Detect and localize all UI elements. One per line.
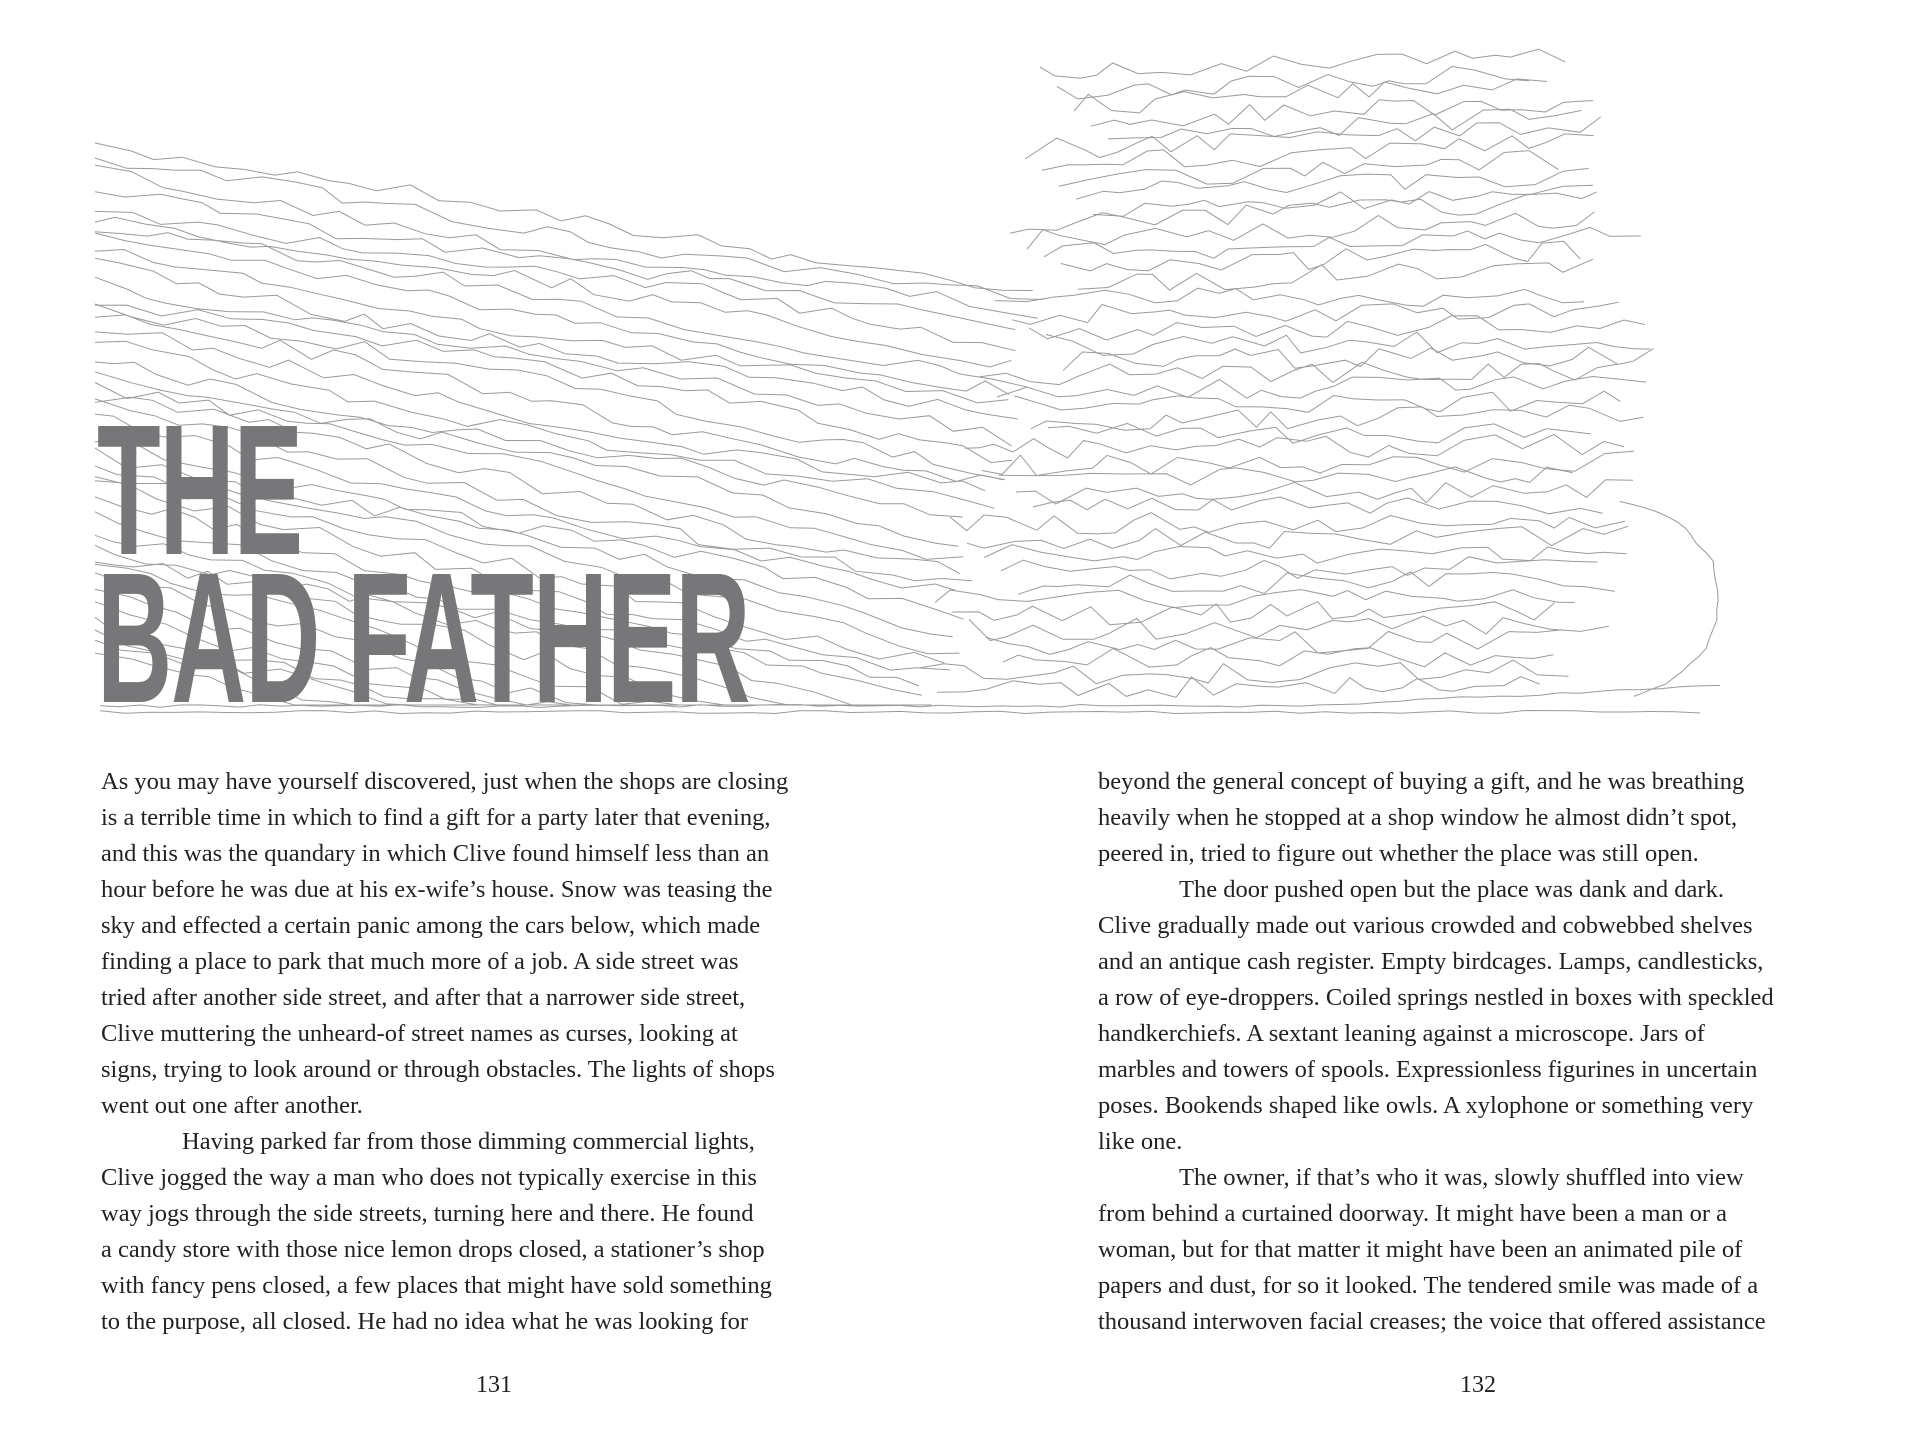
- text-line: Having parked far from those dimming commercial lights,: [182, 1128, 755, 1155]
- art-stroke: [95, 158, 1043, 300]
- text-line: hour before he was due at his ex-wife’s house. Snow was teasing the: [101, 876, 773, 903]
- art-stroke: [995, 288, 1584, 306]
- left-page-body-text: [101, 764, 788, 1340]
- text-line: beyond the general concept of buying a gift, and he was breathing: [1098, 768, 1745, 795]
- art-stroke: [95, 143, 1033, 291]
- art-stroke: [95, 217, 1011, 367]
- text-line: way jogs through the side streets, turning here and there. He found: [101, 1200, 754, 1227]
- text-line: thousand interwoven facial creases; the voice that offered assistance: [1098, 1308, 1766, 1335]
- art-stroke: [997, 377, 1646, 399]
- art-stroke: [1031, 405, 1643, 430]
- left-page-number: 131: [476, 1372, 512, 1398]
- text-line: is a terrible time in which to find a gift for a party later that evening,: [101, 804, 771, 831]
- text-line: marbles and towers of spools. Expressionless figurines in uncertain: [1098, 1056, 1758, 1083]
- art-stroke: [1003, 648, 1553, 668]
- art-stroke: [999, 467, 1573, 485]
- right-page-body-text: [1098, 764, 1774, 1340]
- art-stroke: [920, 660, 1568, 684]
- art-stroke: [980, 362, 1617, 384]
- art-stroke: [965, 434, 1624, 458]
- chapter-title-line-2: BAD FATHER: [97, 535, 750, 742]
- text-line: The door pushed open but the place was dank and dark.: [1179, 876, 1724, 903]
- text-line: a candy store with those nice lemon drops closed, a stationer’s shop: [101, 1236, 765, 1263]
- text-line: Clive muttering the unheard-of street names as curses, looking at: [101, 1020, 738, 1047]
- art-stroke: [1010, 192, 1597, 233]
- art-stroke: [1061, 241, 1580, 270]
- text-line: like one.: [1098, 1128, 1183, 1155]
- text-line: woman, but for that matter it might have been an animated pile of: [1098, 1236, 1743, 1263]
- art-stroke: [1063, 347, 1654, 371]
- art-stroke: [1027, 212, 1594, 249]
- text-line: peered in, tried to figure out whether the place was still open.: [1098, 840, 1699, 867]
- text-line: handkerchiefs. A sextant leaning against a microscope. Jars of: [1098, 1020, 1705, 1047]
- text-line: from behind a curtained doorway. It might have been a man or a: [1098, 1200, 1728, 1227]
- art-stroke: [935, 590, 1575, 608]
- art-stroke: [950, 513, 1625, 534]
- text-line: to the purpose, all closed. He had no idea what he was looking for: [101, 1308, 749, 1335]
- art-swirl: [1620, 502, 1719, 697]
- text-line: poses. Bookends shaped like owls. A xylophone or something very: [1098, 1092, 1754, 1119]
- art-stroke: [1033, 497, 1603, 514]
- text-line: and this was the quandary in which Clive found himself less than an: [101, 840, 770, 867]
- text-line: and an antique cash register. Empty birdcages. Lamps, candlesticks,: [1098, 948, 1764, 975]
- art-stroke: [95, 211, 1015, 350]
- art-stroke: [982, 451, 1634, 475]
- art-stroke: [1014, 391, 1620, 412]
- art-stroke: [1059, 151, 1558, 187]
- art-stroke: [986, 630, 1563, 655]
- text-line: The owner, if that’s who it was, slowly shuffled into view: [1179, 1164, 1744, 1191]
- text-line: sky and effected a certain panic among the cars below, which made: [101, 912, 761, 939]
- text-line: a row of eye-droppers. Coiled springs nestled in boxes with speckled: [1098, 984, 1774, 1011]
- art-stroke: [95, 165, 1038, 318]
- text-line: Clive jogged the way a man who does not typically exercise in this: [101, 1164, 757, 1191]
- text-line: signs, trying to look around or through obstacles. The lights of shops: [101, 1056, 775, 1083]
- art-stroke: [937, 677, 1540, 698]
- art-stroke: [1012, 302, 1618, 324]
- art-stroke: [1057, 67, 1529, 99]
- art-stroke: [1093, 185, 1593, 216]
- text-line: with fancy pens closed, a few places that might have sold something: [101, 1272, 772, 1299]
- text-line: As you may have yourself discovered, just when the shops are closing: [101, 768, 789, 795]
- text-line: Clive gradually made out various crowded and cobwebbed shelves: [1098, 912, 1753, 939]
- art-stroke: [1046, 332, 1651, 355]
- art-stroke: [1078, 259, 1593, 290]
- art-stroke: [967, 526, 1628, 548]
- text-line: went out one after another.: [101, 1092, 363, 1119]
- text-line: tried after another side street, and after that a narrower side street,: [101, 984, 746, 1011]
- right-page-number: 132: [1460, 1372, 1496, 1398]
- text-line: heavily when he stopped at a shop window he almost didn’t spot,: [1098, 804, 1738, 831]
- chapter-title-line-1: THE: [97, 387, 302, 594]
- text-line: papers and dust, for so it looked. The tendered smile was made of a: [1098, 1272, 1759, 1299]
- art-stroke: [95, 232, 1028, 388]
- art-stroke: [1048, 423, 1591, 443]
- text-line: finding a place to park that much more of a job. A side street was: [101, 948, 739, 975]
- art-stroke: [1029, 316, 1645, 340]
